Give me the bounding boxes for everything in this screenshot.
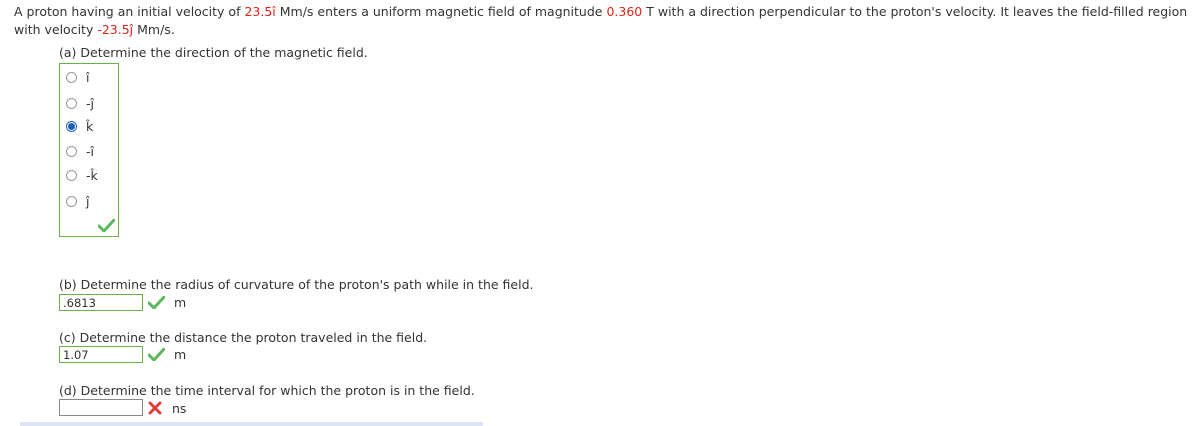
problem-text: A proton having an initial velocity of [14, 4, 245, 19]
problem-text: Mm/s. [133, 22, 175, 37]
direction-choices [59, 63, 119, 237]
bottom-scrollbar[interactable] [20, 422, 483, 426]
choice-label: k̂ [86, 118, 94, 134]
distance-input[interactable]: 1.07 [59, 346, 143, 363]
radio-button[interactable] [66, 98, 77, 109]
choice-j[interactable] [66, 192, 89, 210]
radio-button[interactable] [66, 72, 77, 83]
part-d-question: (d) Determine the time interval for which the proton is in the field. [59, 383, 475, 398]
radius-input[interactable]: .6813 [59, 294, 143, 311]
initial-velocity-value: 23.5î [244, 4, 276, 19]
radio-button-selected[interactable] [66, 121, 77, 132]
choice-neg-k[interactable] [66, 166, 98, 184]
choice-neg-i[interactable] [66, 142, 94, 160]
choice-neg-j[interactable] [66, 94, 94, 112]
problem-statement [14, 3, 1194, 39]
part-c-question: (c) Determine the distance the proton traveled in the field. [59, 330, 428, 345]
radio-button[interactable] [66, 196, 77, 207]
problem-text: Mm/s enters a uniform magnetic field of magnitude [275, 4, 607, 19]
x-icon [148, 401, 162, 415]
final-velocity-value: -23.5ĵ [97, 22, 134, 37]
problem-text: T with a direction perpendicular to the proton's velocity. It leaves the field-filled region with velocity [14, 4, 1188, 37]
time-input[interactable] [59, 399, 143, 416]
choice-label: ĵ [86, 193, 90, 209]
part-a-question: (a) Determine the direction of the magnetic field. [59, 45, 368, 60]
field-magnitude-value: 0.360 [606, 4, 643, 19]
choice-label: -î [86, 143, 94, 159]
choice-label: -k̂ [86, 167, 98, 183]
choice-k[interactable] [66, 117, 93, 135]
choice-label: î [86, 69, 90, 85]
radius-unit: m [174, 295, 187, 310]
radio-button[interactable] [66, 146, 77, 157]
checkmark-icon [148, 296, 165, 309]
part-b-question: (b) Determine the radius of curvature of the proton's path while in the field. [59, 277, 534, 292]
checkmark-icon [98, 219, 115, 232]
choice-label: -ĵ [86, 95, 94, 111]
radio-button[interactable] [66, 170, 77, 181]
choice-i[interactable] [66, 68, 89, 86]
checkmark-icon [148, 348, 165, 361]
distance-unit: m [174, 347, 187, 362]
time-unit: ns [172, 401, 187, 416]
